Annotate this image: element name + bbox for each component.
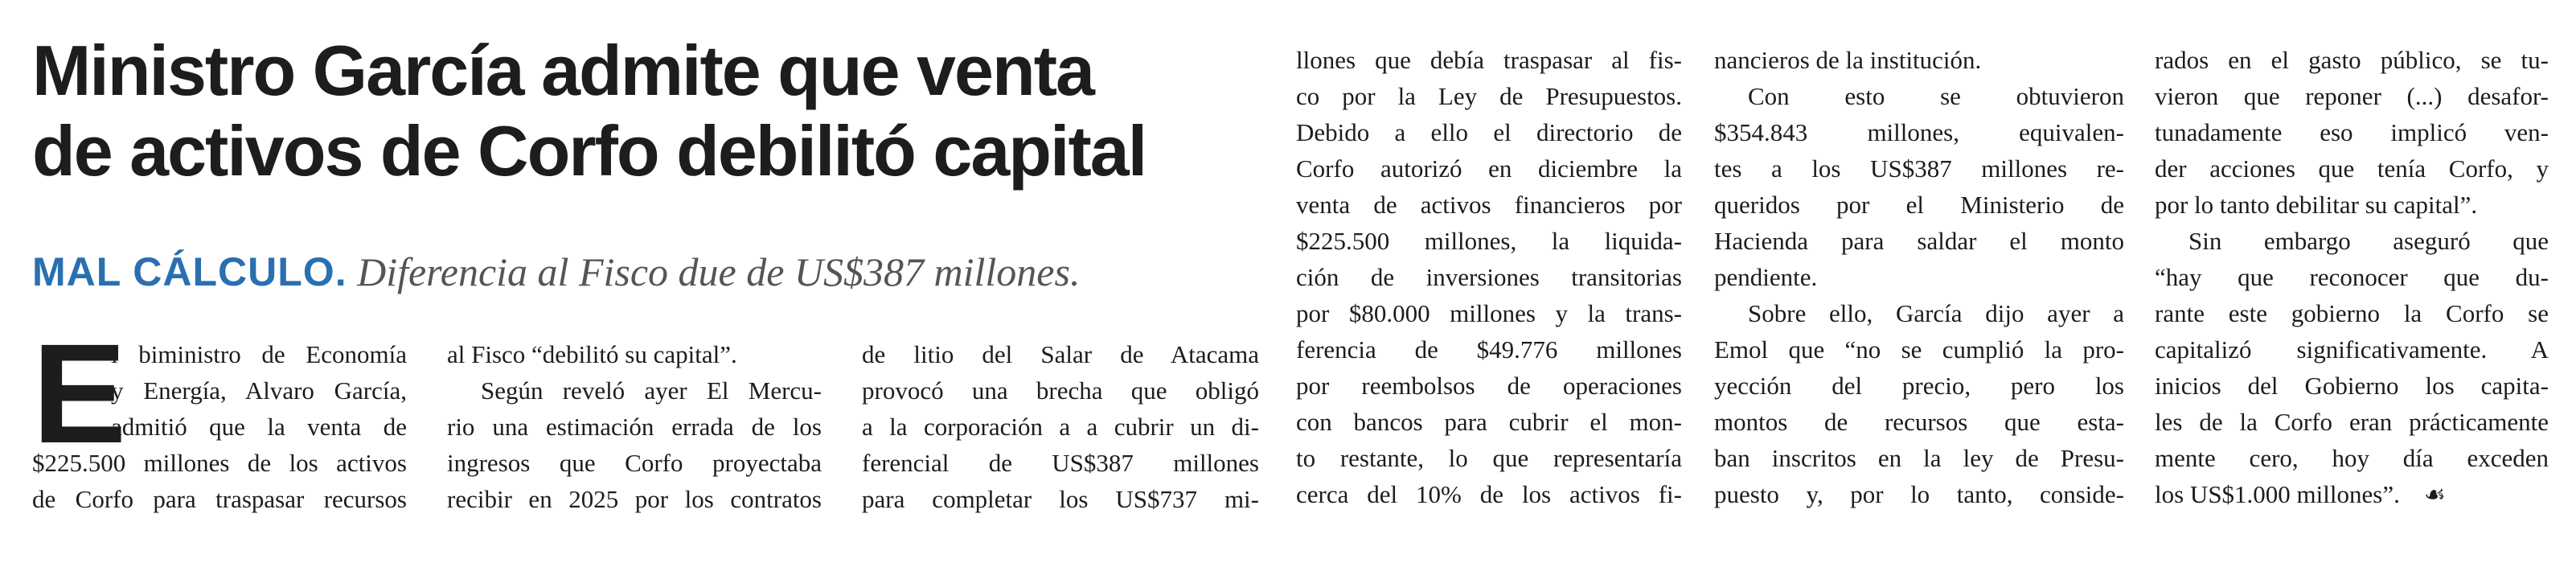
article-line: co por la Ley de Presupuestos.	[1296, 82, 1682, 110]
article-line: y Energía, Alvaro García,	[111, 376, 407, 405]
subtitle	[32, 248, 1286, 296]
article-line-final-text: los US$1.000 millones”.	[2155, 480, 2400, 508]
article-line: puesto y, por lo tanto, conside-	[1714, 480, 2124, 508]
headline-line-2: de activos de Corfo debilitó capital	[32, 111, 1146, 191]
article-line: les de la Corfo eran prácticamente	[2155, 408, 2549, 436]
article-line: al Fisco “debilitó su capital”.	[447, 340, 737, 368]
article-line: ferencial de US$387 millones	[862, 449, 1259, 477]
article-column-6	[2155, 42, 2549, 513]
article-line: Debido a ello el directorio de	[1296, 118, 1682, 146]
article-line: yección del precio, pero los	[1714, 372, 2124, 400]
article-column-2	[447, 336, 822, 517]
article-line: de Corfo para traspasar recursos	[32, 485, 407, 513]
article-line: nancieros de la institución.	[1714, 46, 1982, 74]
article-line: $225.500 millones, la liquida-	[1296, 227, 1682, 255]
article-line: Corfo autorizó en diciembre la	[1296, 154, 1682, 183]
article-line: recibir en 2025 por los contratos	[447, 485, 822, 513]
article-line: a la corporación a a cubrir un di-	[862, 413, 1259, 441]
drop-cap: E	[32, 315, 127, 473]
article-line: cerca del 10% de los activos fi-	[1296, 480, 1682, 508]
article-line: l biministro de Economía	[111, 340, 407, 368]
article-line-final	[2155, 476, 2549, 513]
article-line: der acciones que tenía Corfo, y	[2155, 154, 2549, 183]
article-line: con bancos para cubrir el mon-	[1296, 408, 1682, 436]
article-line: Según reveló ayer El Mercu-	[481, 376, 822, 405]
article-line: vieron que reponer (...) desafor-	[2155, 82, 2549, 110]
article-line: por reembolsos de operaciones	[1296, 372, 1682, 400]
article-line: rados en el gasto público, se tu-	[2155, 46, 2549, 74]
headline	[32, 31, 1286, 191]
article-line: admitió que la venta de	[111, 413, 407, 441]
article-line: ción de inversiones transitorias	[1296, 263, 1682, 291]
article-line: provocó una brecha que obligó	[862, 376, 1259, 405]
end-of-article-icon: ☙	[2423, 481, 2446, 509]
article-line: por lo tanto debilitar su capital”.	[2155, 191, 2478, 219]
article-line: $354.843 millones, equivalen-	[1714, 118, 2124, 146]
article-line: rio una estimación errada de los	[447, 413, 822, 441]
article-line: “hay que reconocer que du-	[2155, 263, 2549, 291]
article-line: tes a los US$387 millones re-	[1714, 154, 2124, 183]
article-line: ban inscritos en la ley de Presu-	[1714, 444, 2124, 472]
article-line: Emol que “no se cumplió la pro-	[1714, 335, 2124, 364]
subtitle-deck: Diferencia al Fisco due de US$387 millones.	[357, 249, 1081, 294]
article-column-5	[1714, 42, 2124, 512]
article-line: para completar los US$737 mi-	[862, 485, 1259, 513]
article-line: Sin embargo aseguró que	[2188, 227, 2549, 255]
article-line: mente cero, hoy día exceden	[2155, 444, 2549, 472]
article-column-3	[862, 336, 1259, 517]
article-line: por $80.000 millones y la trans-	[1296, 299, 1682, 327]
article-line: ferencia de $49.776 millones	[1296, 335, 1682, 364]
article-line: queridos por el Ministerio de	[1714, 191, 2124, 219]
article-line: tunadamente eso implicó ven-	[2155, 118, 2549, 146]
article-line: ingresos que Corfo proyectaba	[447, 449, 822, 477]
article-line: Con esto se obtuvieron	[1748, 82, 2124, 110]
article-line: Hacienda para saldar el monto	[1714, 227, 2124, 255]
article-line: venta de activos financieros por	[1296, 191, 1682, 219]
article-line: montos de recursos que esta-	[1714, 408, 2124, 436]
article-line: pendiente.	[1714, 263, 1818, 291]
article-line: to restante, lo que representaría	[1296, 444, 1682, 472]
article-line: $225.500 millones de los activos	[32, 449, 407, 477]
article-column-1	[32, 315, 407, 517]
article-line: rante este gobierno la Corfo se	[2155, 299, 2549, 327]
article-line: llones que debía traspasar al fis-	[1296, 46, 1682, 74]
article-line: Sobre ello, García dijo ayer a	[1748, 299, 2124, 327]
subtitle-kicker: MAL CÁLCULO.	[32, 249, 347, 294]
headline-line-1: Ministro García admite que venta	[32, 31, 1093, 110]
article-line: capitalizó significativamente. A	[2155, 335, 2549, 364]
article-column-4	[1296, 42, 1682, 512]
article-line: inicios del Gobierno los capita-	[2155, 372, 2549, 400]
article-line: de litio del Salar de Atacama	[862, 340, 1259, 368]
